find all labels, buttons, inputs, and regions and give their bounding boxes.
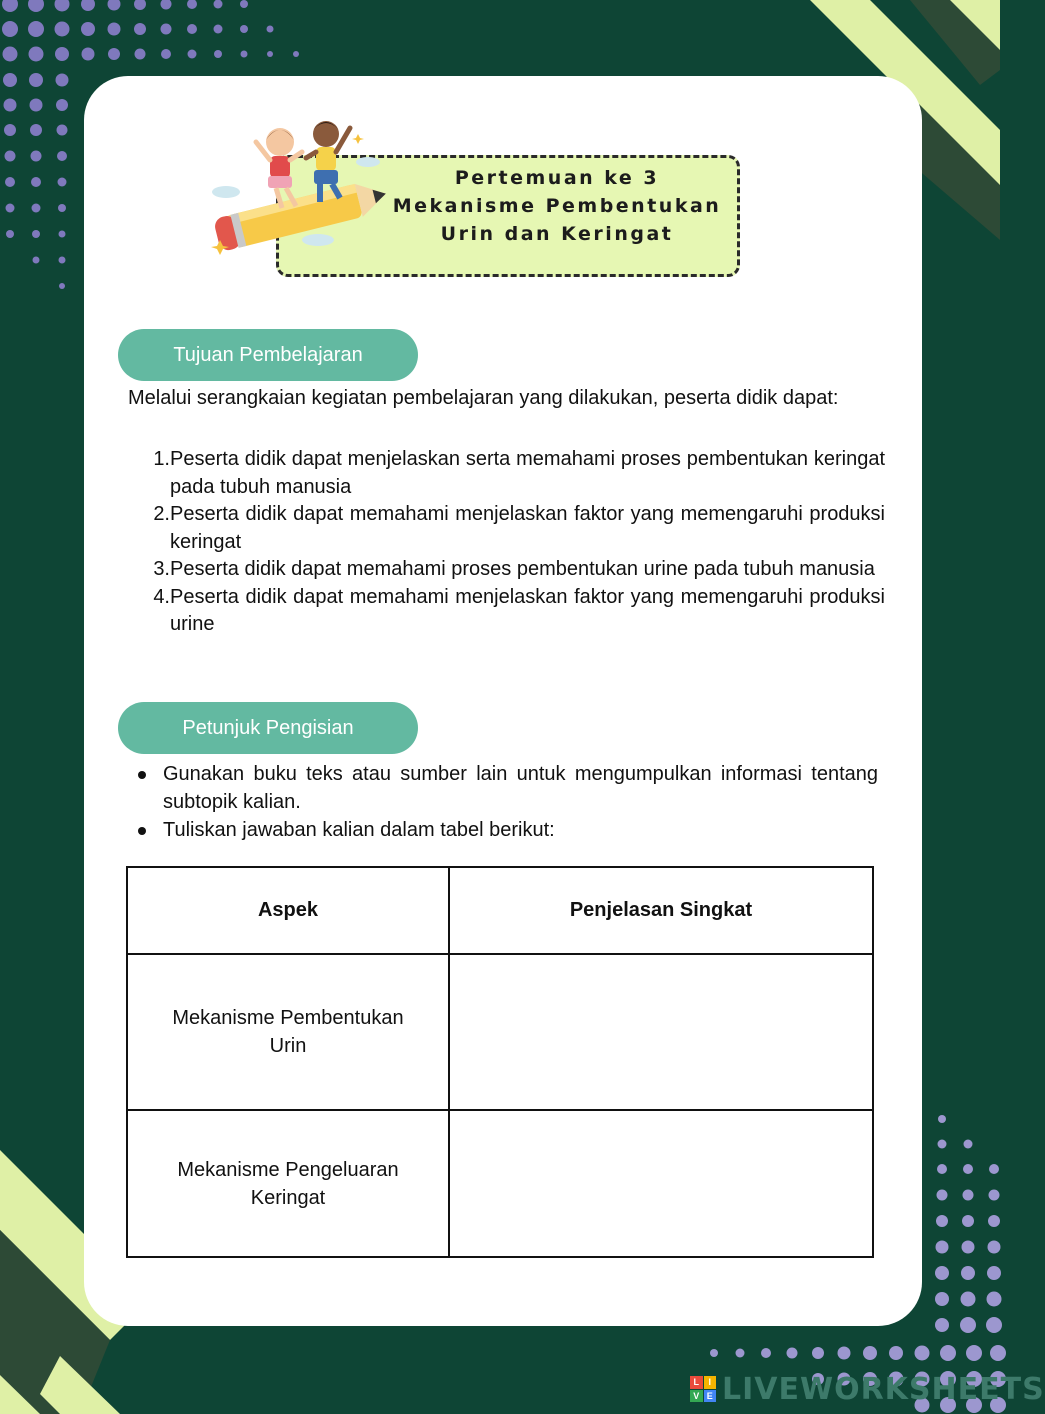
petunjuk-pengisian-label: Petunjuk Pengisian bbox=[118, 702, 418, 754]
list-item bbox=[128, 446, 885, 501]
list-item bbox=[128, 584, 885, 639]
tujuan-intro: Melalui serangkaian kegiatan pembelajaran yang dilakukan, peserta didik dapat: bbox=[128, 387, 839, 409]
liveworksheets-logo bbox=[690, 1372, 1045, 1406]
list-number: 3. bbox=[153, 558, 170, 580]
table-header-row bbox=[127, 867, 873, 954]
list-item bbox=[128, 556, 885, 584]
list-number: 4. bbox=[153, 585, 170, 608]
header-aspek: Aspek bbox=[127, 867, 449, 954]
aspek-table bbox=[126, 866, 874, 1258]
tujuan-pembelajaran-label: Tujuan Pembelajaran bbox=[118, 329, 418, 381]
answer-cell-keringat[interactable] bbox=[449, 1110, 873, 1257]
list-text: Peserta didik dapat menjelaskan serta memahami proses pembentukan keringat pada tubuh manusia bbox=[170, 448, 885, 498]
aspek-cell: Mekanisme Pengeluaran Keringat bbox=[127, 1110, 449, 1257]
header-penjelasan: Penjelasan Singkat bbox=[449, 867, 873, 954]
list-item bbox=[128, 816, 878, 844]
aspek-cell: Mekanisme Pembentukan Urin bbox=[127, 954, 449, 1110]
title-line-3: Urin dan Keringat bbox=[440, 223, 674, 245]
petunjuk-list bbox=[128, 760, 878, 844]
logo-letter: L bbox=[690, 1376, 703, 1389]
title-line-1: Pertemuan ke 3 bbox=[454, 167, 660, 189]
list-number: 1. bbox=[153, 448, 170, 470]
table-row bbox=[127, 1110, 873, 1257]
title-line-2: Mekanisme Pembentukan bbox=[392, 195, 722, 217]
list-item bbox=[128, 760, 878, 816]
answer-cell-urin[interactable] bbox=[449, 954, 873, 1110]
bullet-icon bbox=[128, 816, 163, 844]
kids-riding-pencil-illustration bbox=[208, 112, 408, 260]
tujuan-list bbox=[128, 446, 885, 639]
logo-letter: E bbox=[704, 1390, 717, 1403]
table-row bbox=[127, 954, 873, 1110]
logo-letter: V bbox=[690, 1390, 703, 1403]
brand-name: LIVEWORKSHEETS bbox=[722, 1371, 1045, 1407]
logo-grid-icon bbox=[690, 1376, 716, 1402]
list-text: Tuliskan jawaban kalian dalam tabel berikut: bbox=[163, 819, 555, 841]
list-text: Gunakan buku teks atau sumber lain untuk mengumpulkan informasi tentang subtopik kalian. bbox=[163, 763, 878, 813]
bullet-icon bbox=[128, 760, 163, 816]
list-item bbox=[128, 501, 885, 556]
list-text: Peserta didik dapat memahami proses pembentukan urine pada tubuh manusia bbox=[170, 558, 875, 580]
list-number: 2. bbox=[153, 503, 170, 525]
list-text: Peserta didik dapat memahami menjelaskan faktor yang memengaruhi produksi keringat bbox=[170, 503, 885, 553]
list-text: Peserta didik dapat memahami menjelaskan faktor yang memengaruhi produksi urine bbox=[170, 585, 885, 635]
logo-letter: I bbox=[704, 1376, 717, 1389]
